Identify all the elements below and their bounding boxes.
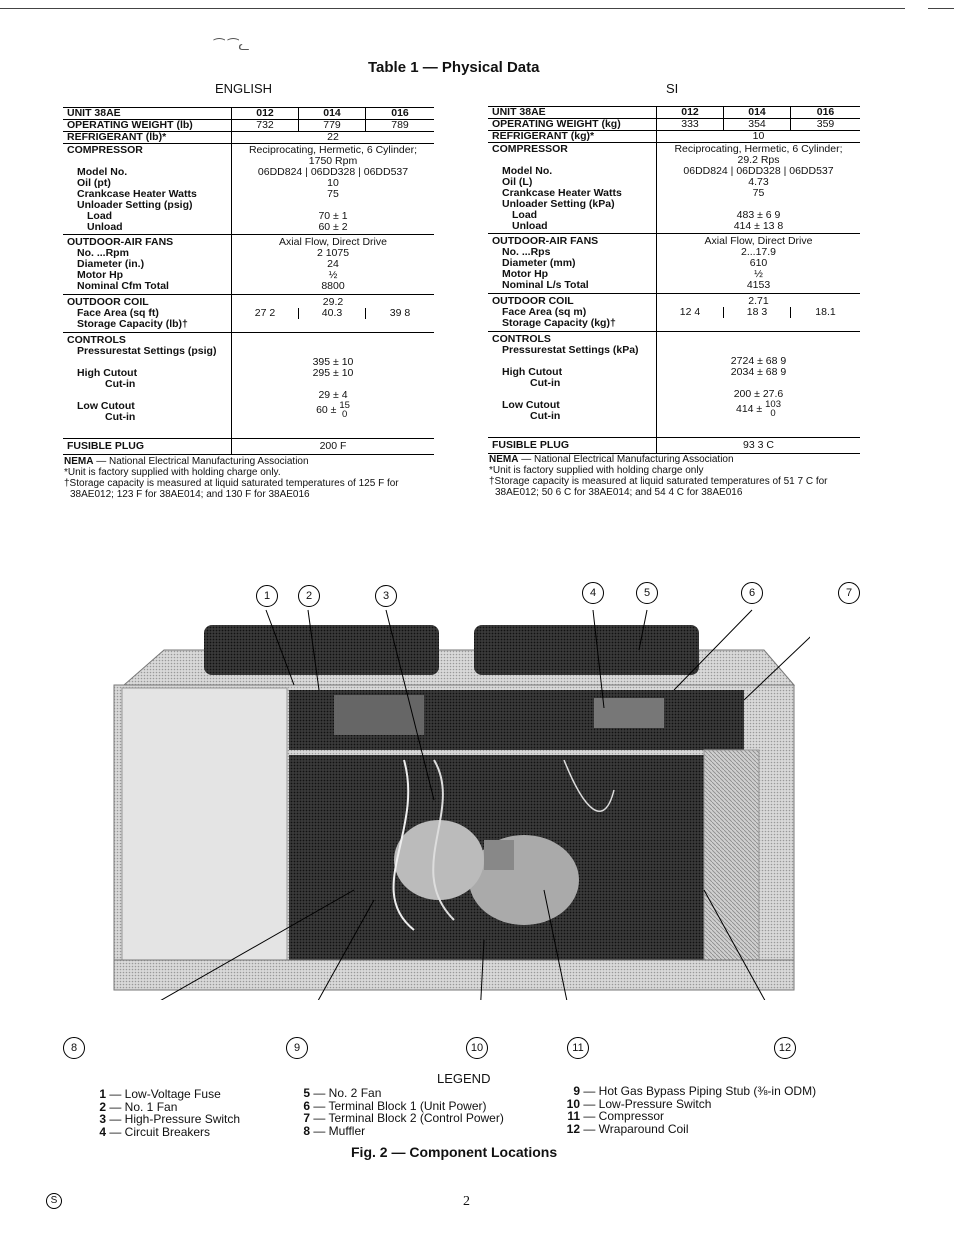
table-row: OUTDOOR-AIR FANS No. ...Rpm Diameter (in.) Motor Hp Nominal Cfm Total Axial Flow, Direct Drive 2 1075 24 ½ 8800 (63, 235, 434, 295)
legend-item: 9 — Hot Gas Bypass Piping Stub (⅜-in ODM) (573, 1084, 817, 1098)
legend-item: 8 — Muffler (303, 1123, 366, 1138)
table-row: UNIT 38AE 012 014 016 (63, 108, 434, 120)
legend-item: 1 — Low-Voltage Fuse (99, 1087, 221, 1101)
top-rule (0, 8, 905, 9)
table-title: Table 1 — Physical Data (368, 59, 540, 76)
callout-8: 8 (63, 1037, 85, 1059)
callout-10: 10 (466, 1037, 488, 1059)
callout-9: 9 (286, 1037, 308, 1059)
callout-3: 3 (375, 585, 397, 607)
callout-1: 1 (256, 585, 278, 607)
english-notes: NEMA — National Electrical Manufacturing Association *Unit is factory supplied with holding charge only. †Storage capacity is measured at liquid saturated temperatures of 125 F for 38AE012; 123 F for 38AE014; and 130 F for 38AE016 (64, 456, 399, 500)
legend-item: 7 — Terminal Block 2 (Control Power) (303, 1111, 504, 1125)
callout-7: 7 (838, 582, 860, 604)
table-row: OPERATING WEIGHT (kg) 333 354 359 (488, 119, 860, 131)
english-physical-data-table (63, 107, 434, 455)
table-row: OUTDOOR COIL Face Area (sq m) Storage Capacity (kg)† 2.71 12 4 18 3 18.1 (488, 294, 860, 332)
table-row: COMPRESSOR Model No. Oil (L) Crankcase Heater Watts Unloader Setting (kPa) Load Unload Reciprocating, Hermetic, 6 Cylinder; 29.2 Rps 06DD824 | 06DD328 | 06DD537 4.73 75 483 ± 6 9 414 ± 13 8 (488, 143, 860, 234)
legend-item: 11 — Compressor (567, 1109, 665, 1123)
table-row: COMPRESSOR Model No. Oil (pt) Crankcase Heater Watts Unloader Setting (psig) Load Unload Reciprocating, Hermetic, 6 Cylinder; 1750 Rpm 06DD824 | 06DD328 | 06DD537 10 75 70 ± 1 60 ± 2 (63, 144, 434, 235)
legend-title: LEGEND (437, 1071, 491, 1086)
table-row: OUTDOOR COIL Face Area (sq ft) Storage Capacity (lb)† 29.2 27 2 40.3 39 8 (63, 295, 434, 333)
legend-item: 5 — No. 2 Fan (303, 1086, 382, 1100)
legend-column-1 (92, 1088, 240, 1138)
table-row: FUSIBLE PLUG 200 F (63, 439, 434, 455)
figure-caption: Fig. 2 — Component Locations (351, 1144, 558, 1160)
top-rule-right (928, 8, 954, 9)
table-row: FUSIBLE PLUG 93 3 C (488, 438, 860, 454)
callout-11: 11 (567, 1037, 589, 1059)
legend-item: 4 — Circuit Breakers (99, 1124, 211, 1139)
unit-photo-illustration (104, 590, 810, 1000)
handwritten-mark-icon: ⁀ ⁀ᓚ (214, 38, 250, 53)
si-physical-data-table (488, 106, 860, 454)
table-row: OUTDOOR-AIR FANS No. ...Rps Diameter (mm) Motor Hp Nominal L/s Total Axial Flow, Direct Drive 2...17.9 610 ½ 4153 (488, 234, 860, 294)
company-logo-icon: S (46, 1193, 62, 1209)
legend-item: 12 — Wraparound Coil (566, 1121, 689, 1136)
legend-column-3 (566, 1085, 816, 1135)
legend-column-2 (296, 1087, 504, 1137)
english-label: ENGLISH (215, 81, 273, 96)
table-row: CONTROLS Pressurestat Settings (kPa) High Cutout Cut-in Low Cutout Cut-in 2724 ± 68 9 2034 ± 68 9 200 ± 27.6 414 ± 103 0 (488, 332, 860, 438)
si-notes: NEMA — National Electrical Manufacturing Association *Unit is factory supplied with holding charge only †Storage capacity is measured at liquid saturated temperatures of 51 7 C for 38AE012; 50 6 C for 38AE014; and 54 4 C for 38AE016 (489, 454, 828, 498)
si-label: SI (666, 81, 679, 96)
legend-item: 3 — High-Pressure Switch (99, 1112, 241, 1126)
table-row: REFRIGERANT (kg)* 10 (488, 131, 860, 143)
legend-item: 2 — No. 1 Fan (99, 1099, 178, 1114)
legend-item: 10 — Low-Pressure Switch (566, 1096, 712, 1111)
callout-4: 4 (582, 582, 604, 604)
callout-5: 5 (636, 582, 658, 604)
callout-12: 12 (774, 1037, 796, 1059)
callout-6: 6 (741, 582, 763, 604)
table-row: OPERATING WEIGHT (lb) 732 779 789 (63, 120, 434, 132)
table-row: UNIT 38AE 012 014 016 (488, 107, 860, 119)
legend-item: 6 — Terminal Block 1 (Unit Power) (303, 1098, 487, 1113)
table-row: REFRIGERANT (lb)* 22 (63, 132, 434, 144)
page-number: 2 (463, 1194, 470, 1209)
table-row: CONTROLS Pressurestat Settings (psig) High Cutout Cut-in Low Cutout Cut-in 395 ± 10 295 ± 10 29 ± 4 60 ± 15 0 (63, 333, 434, 439)
callout-2: 2 (298, 585, 320, 607)
